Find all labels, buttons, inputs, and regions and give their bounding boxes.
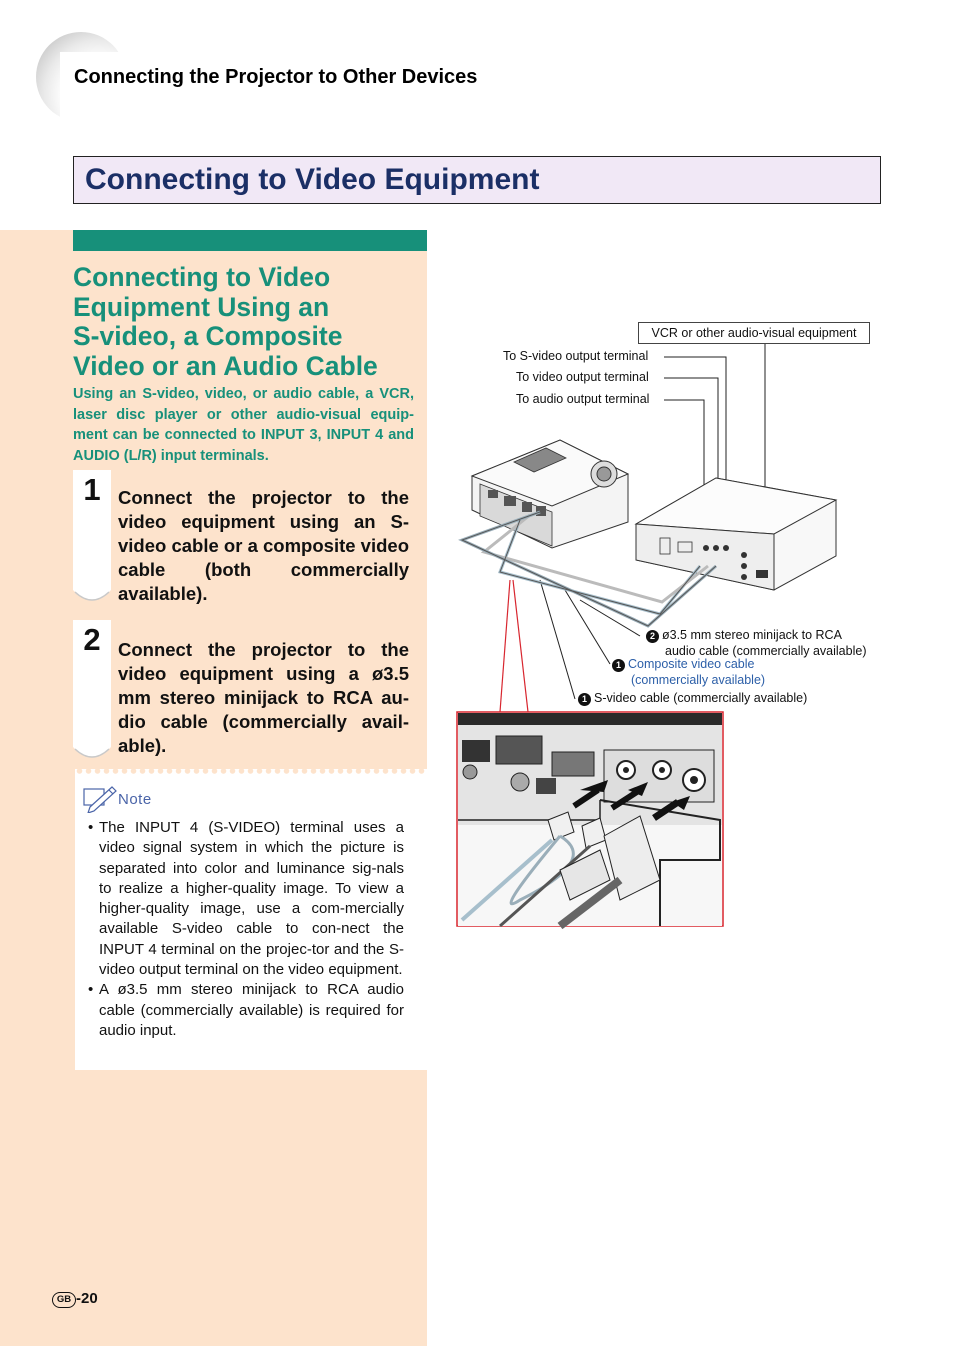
vcr-illustration bbox=[636, 478, 836, 590]
page-number: GB -20 bbox=[52, 1290, 98, 1308]
audio-cable-label-2: audio cable (commercially available) bbox=[665, 644, 867, 658]
svideo-output-label: To S-video output terminal bbox=[503, 349, 649, 363]
svideo-cable-label: 1 S-video cable (commercially available) bbox=[578, 691, 807, 706]
number-badge: 1 bbox=[612, 659, 625, 672]
projector-illustration bbox=[472, 440, 628, 548]
step-1-text: Connect the projector to the video equipment using an S-video cable or a composite video cable (both commercially available). bbox=[118, 487, 409, 604]
note-item: • The INPUT 4 (S-VIDEO) terminal uses a video signal system in which the picture is separated into color and luminance sig-nals to realize a higher-quality image. To view a higher-quality image, use a com-mercially available S-video cable to con-nect the INPUT 4 terminal on the projec-tor and the S-video output terminal on the video equipment. bbox=[88, 818, 404, 980]
vcr-label: VCR or other audio-visual equipment bbox=[638, 322, 870, 344]
number-badge: 2 bbox=[646, 630, 659, 643]
terminal-closeup bbox=[457, 712, 723, 926]
subsection-intro: Using an S-video, video, or audio cable, a VCR, laser disc player or other audio-visual equip-ment can be connected to INPUT 3, INPUT 4 and AUDIO (L/R) input terminals. bbox=[73, 386, 414, 464]
section-header: Connecting the Projector to Other Devices bbox=[74, 66, 478, 88]
step-2-text: Connect the projector to the video equipment using a ø3.5 mm stereo minijack to RCA au-dio cable (commercially avail-able). bbox=[118, 639, 409, 756]
note-label: Note bbox=[118, 791, 152, 808]
video-output-label: To video output terminal bbox=[516, 370, 649, 384]
subsection-title: Connecting to Video Equipment Using an S-video, a Composite Video or an Audio Cable bbox=[73, 262, 378, 381]
number-badge: 1 bbox=[578, 693, 591, 706]
audio-cable-label: 2 ø3.5 mm stereo minijack to RCA bbox=[646, 628, 842, 643]
audio-output-label: To audio output terminal bbox=[516, 392, 650, 406]
step-number: 2 bbox=[83, 622, 101, 657]
page-title: Connecting to Video Equipment bbox=[85, 163, 540, 196]
composite-cable-label: 1 Composite video cable bbox=[612, 657, 754, 672]
region-badge: GB bbox=[52, 1292, 76, 1308]
composite-cable-label-2: (commercially available) bbox=[631, 673, 766, 687]
step-number: 1 bbox=[83, 472, 101, 507]
note-item: • A ø3.5 mm stereo minijack to RCA audio cable (commercially available) is required for audio input. bbox=[88, 980, 404, 1041]
